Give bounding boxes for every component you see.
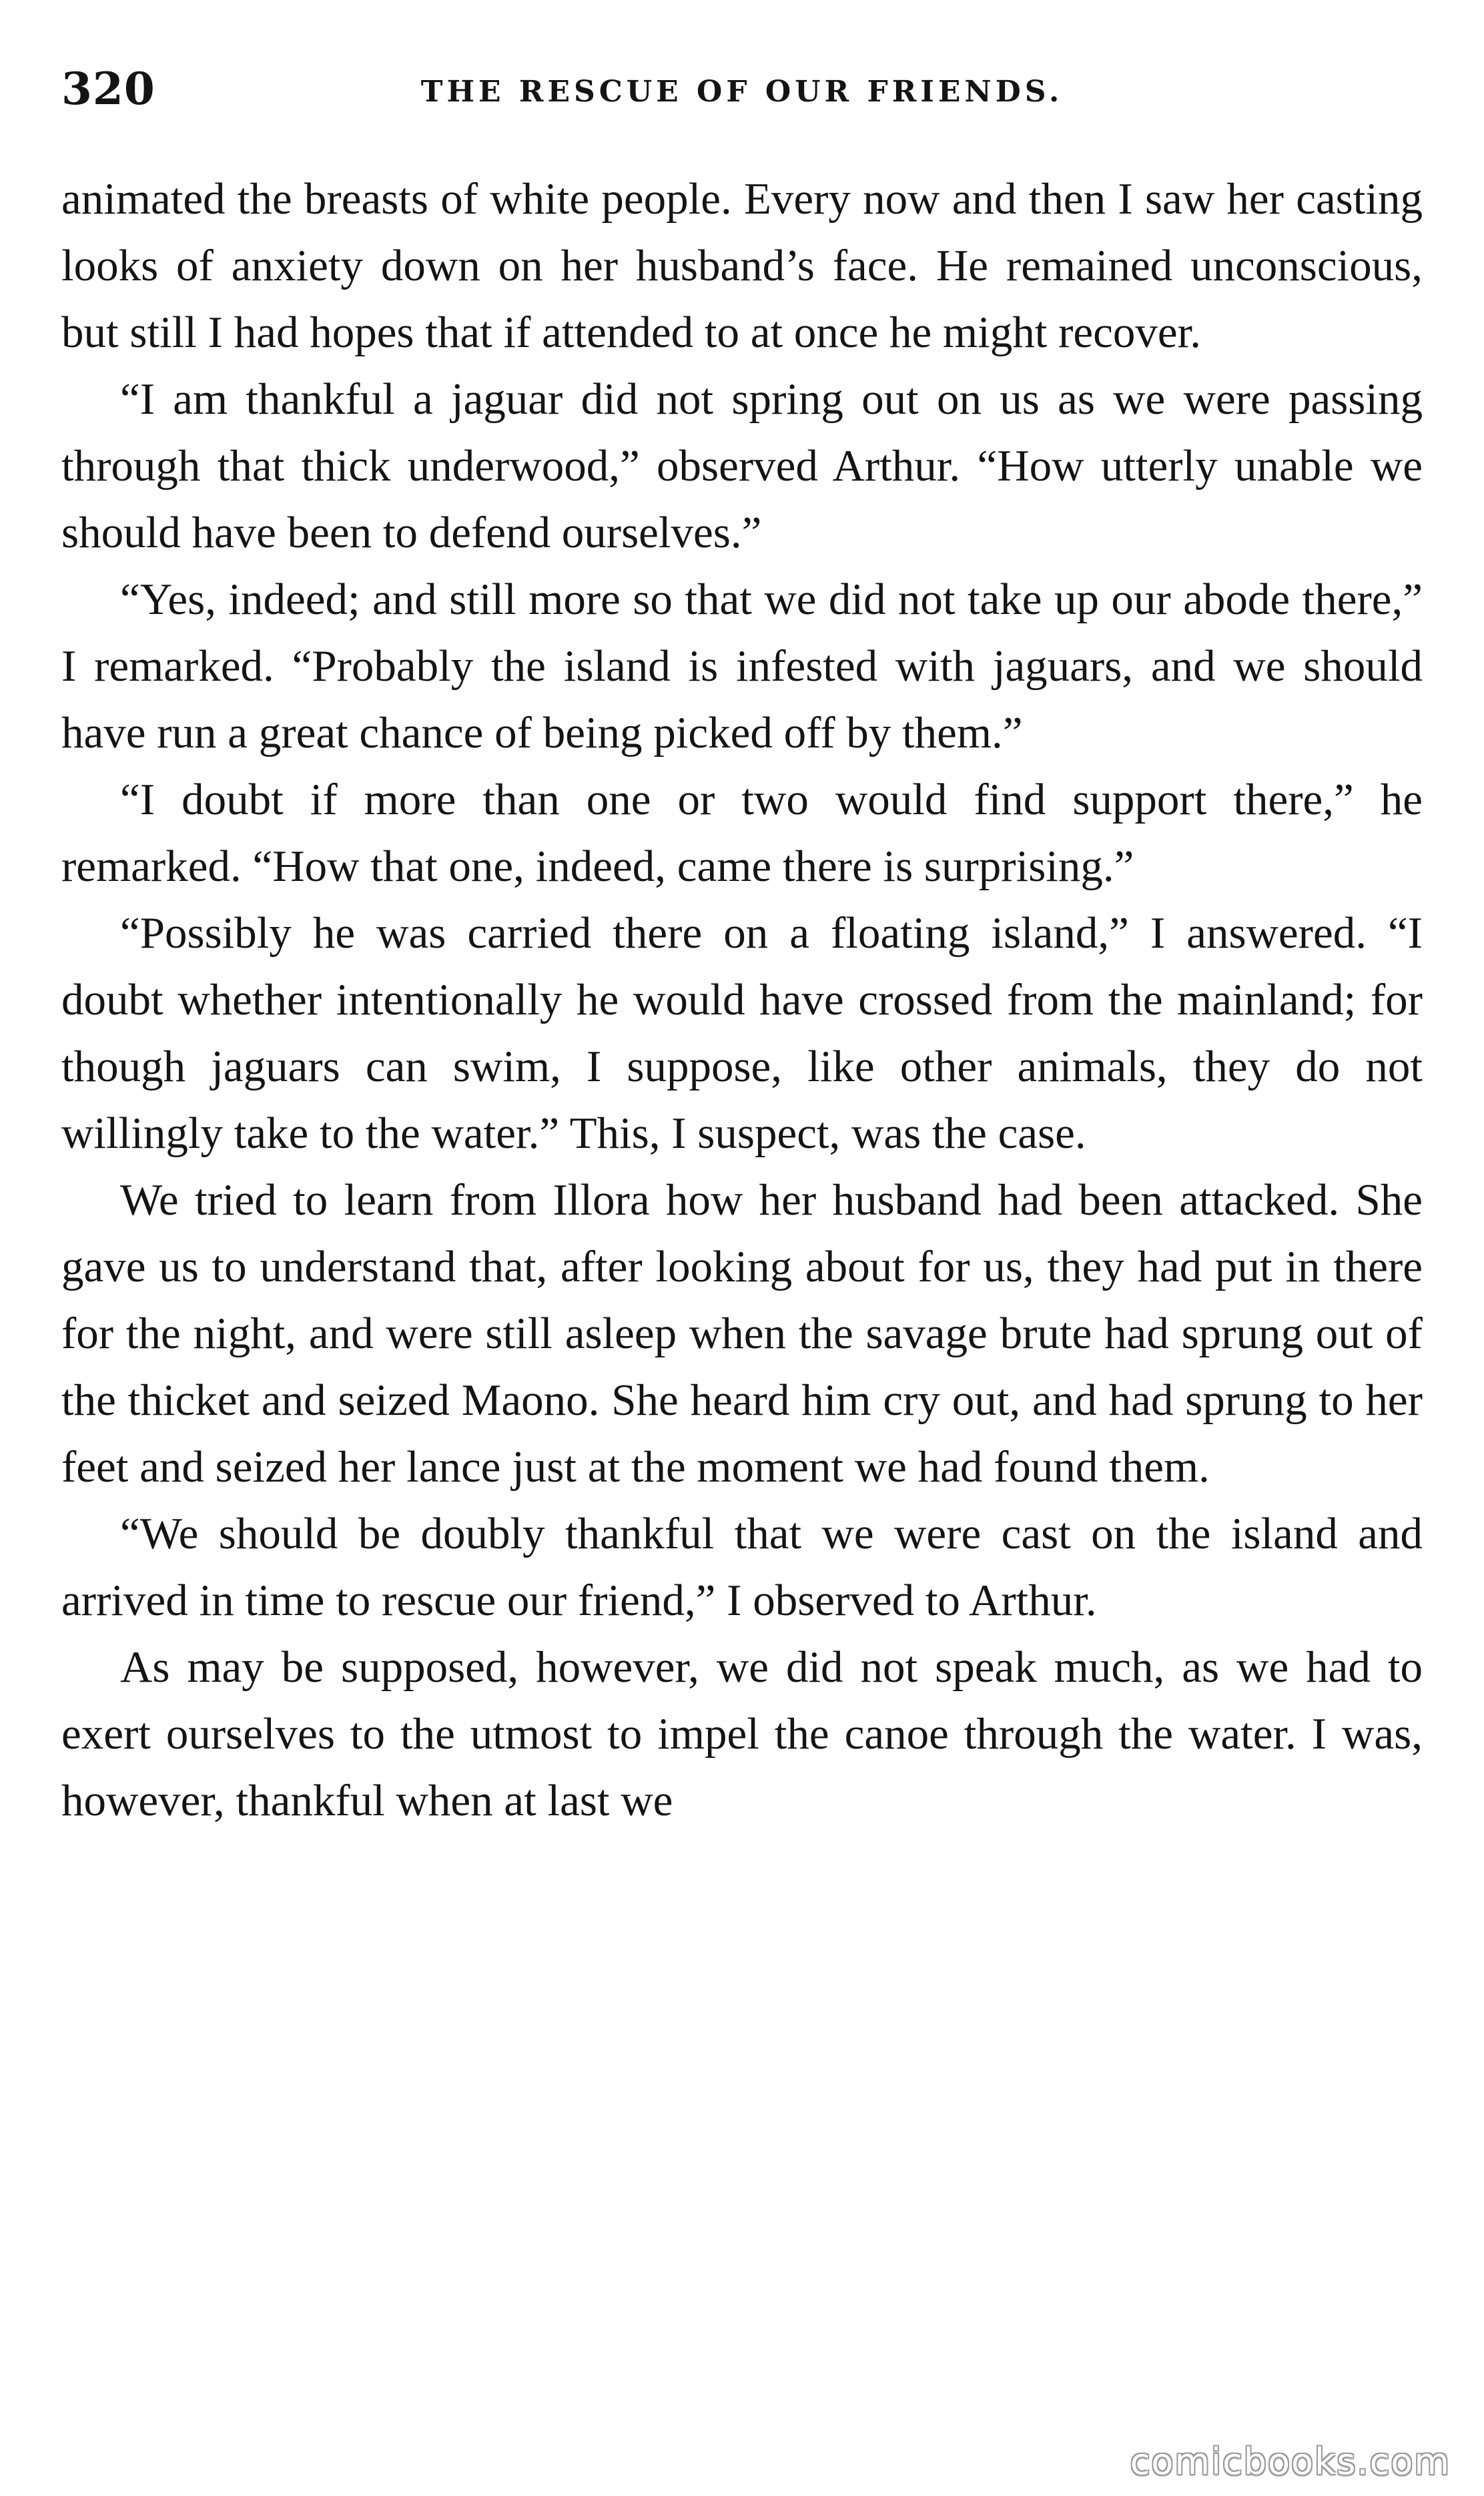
paragraph-6: We tried to learn from Illora how her husband had been attacked. She gave us to understand that, after looking about for us, they had put in there for the night, and were still asleep when the savage brute had sprung out of the thicket and seized Maono. She heard him cry out, and had sprung to her feet and seized her lance just at the moment we had found them. (61, 1175, 1423, 1492)
paragraph-8: As may be supposed, however, we did not speak much, as we had to exert ourselves to the utmost to impel the canoe through the water. I was, however, thankful when at last we (61, 1642, 1423, 1825)
page-header (61, 59, 1423, 119)
paragraph-7: “We should be doubly thankful that we were cast on the island and arrived in time to rescue our friend,” I observed to Arthur. (61, 1509, 1423, 1625)
paragraph-2: “I am thankful a jaguar did not spring out on us as we were passing through that thick underwood,” observed Arthur. “How utterly unable we should have been to defend ourselves.” (61, 374, 1423, 557)
paragraph-1: animated the breasts of white people. Every now and then I saw her casting looks of anxiety down on her husband’s face. He remained unconscious, but still I had hopes that if attended to at once he might recover. (61, 174, 1423, 357)
paragraph-3: “Yes, indeed; and still more so that we did not take up our abode there,” I remarked. “Probably the island is infested with jaguars, and we should have run a great chance of being picked off by them.” (61, 575, 1423, 757)
body-text (61, 166, 1423, 1834)
watermark: comicbooks.com (1130, 2441, 1451, 2483)
paragraph-4: “I doubt if more than one or two would find support there,” he remarked. “How that one, indeed, came there is surprising.” (61, 775, 1423, 891)
paragraph-5: “Possibly he was carried there on a floating island,” I answered. “I doubt whether intentionally he would have crossed from the mainland; for though jaguars can swim, I suppose, like other animals, they do not willingly take to the water.” This, I suspect, was the case. (61, 908, 1423, 1158)
running-title: THE RESCUE OF OUR FRIENDS. (420, 75, 1064, 109)
page-number: 320 (61, 63, 155, 115)
